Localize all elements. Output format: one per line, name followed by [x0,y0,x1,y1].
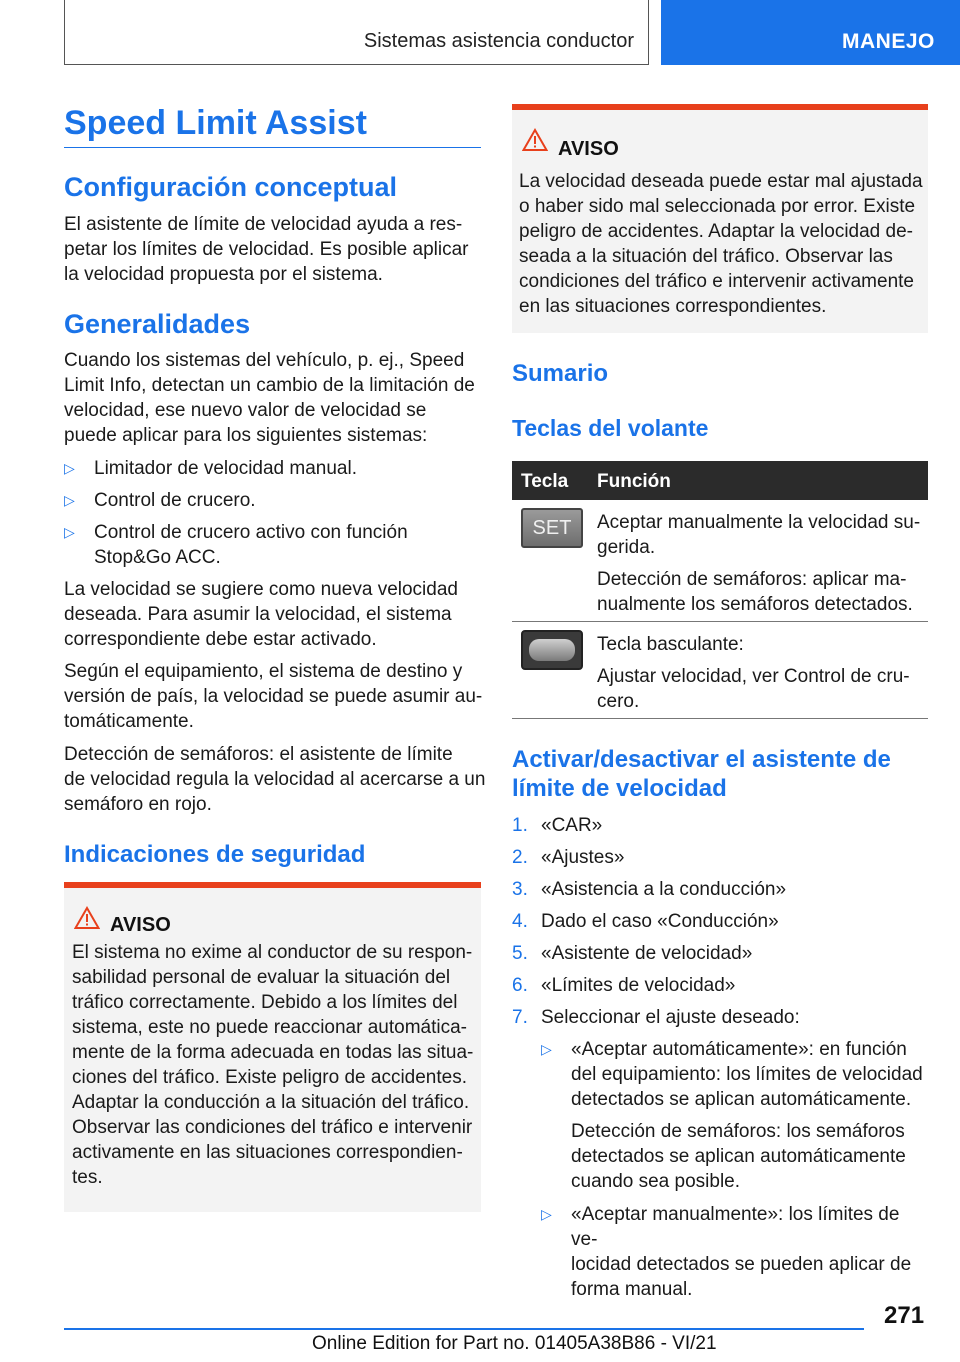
list-item: 2. «Ajustes» [512,847,625,868]
list-item: 1. «CAR» [512,815,603,836]
heading-summary: Sumario [512,360,609,387]
heading-steering-keys: Teclas del volante [512,415,709,441]
title-rule [64,147,481,148]
paragraph-traffic-lights: Detección de semáforos: el asistente de límite de velocidad regula la velocidad al acercarse a un semáforo en rojo. [64,744,486,815]
paragraph-equipment: Según el equipamiento, el sistema de destino y versión de país, la velocidad se puede asumir au- tomáticamente. [64,661,483,732]
table-row: Aceptar manualmente la velocidad su- gerida. [597,512,921,558]
warning-box [512,104,928,333]
warning-text: La velocidad deseada puede estar mal ajustada o haber sido mal seleccionada por error. Existe peligro de accidentes. Adaptar la velocidad de- seada a la situación del tráfico. Observar las condiciones del tráfico e intervenir activamente en las situaciones correspondientes. [519,171,923,317]
header-chapter-title: MANEJO [842,30,935,53]
footer-edition: Online Edition for Part no. 01405A38B86 - VI/21 [312,1333,717,1354]
page-number: 271 [884,1302,925,1329]
triangle-bullet-icon: ▷ [541,1041,552,1057]
list-item: ▷ Limitador de velocidad manual. [64,458,357,479]
table-row: Tecla basculante: [597,634,744,655]
list-item: ▷ «Aceptar automáticamente»: en función del equipamiento: los límites de velocidad detectados se aplican automáticamente. [541,1039,923,1110]
list-item: 5. «Asistente de velocidad» [512,943,753,964]
concept-paragraph: El asistente de límite de velocidad ayuda a res- petar los límites de velocidad. Es posible aplicar la velocidad propuesta por el sistema. [64,214,469,285]
warning-title: AVISO [110,914,171,936]
set-key-icon: SET [521,508,583,548]
triangle-bullet-icon: ▷ [64,524,75,540]
warning-title: AVISO [558,138,619,160]
table-header [512,461,928,500]
sub-paragraph: Detección de semáforos: los semáforos detectados se aplican automáticamente cuando sea posible. [571,1121,906,1192]
list-item: ▷ Control de crucero activo con función Stop&Go ACC. [64,522,408,568]
rocker-switch-icon [521,630,583,670]
table-row-note: Detección de semáforos: aplicar ma- nualmente los semáforos detectados. [597,569,913,615]
list-item: ▷ «Aceptar manualmente»: los límites de ve- locidad detectados se pueden aplicar de forma manual. [541,1204,912,1300]
triangle-bullet-icon: ▷ [64,460,75,476]
header-section-title: Sistemas asistencia conductor [363,30,634,52]
list-item: 7. Seleccionar el ajuste deseado: [512,1007,800,1028]
paragraph-suggestion: La velocidad se sugiere como nueva velocidad deseada. Para asumir la velocidad, el sistema correspondiente debe estar activado. [64,579,458,650]
heading-general: Generalidades [64,309,251,339]
page-title: Speed Limit Assist [64,104,367,142]
table-row-divider [512,718,928,719]
col-header-key: Tecla [521,471,569,492]
general-paragraph: Cuando los sistemas del vehículo, p. ej., Speed Limit Info, detectan un cambio de la limitación de velocidad, ese nuevo valor de velocidad se puede aplicar para los siguientes sistemas: [64,350,475,446]
triangle-bullet-icon: ▷ [541,1206,552,1222]
heading-safety: Indicaciones de seguridad [64,841,366,868]
list-item: 4. Dado el caso «Conducción» [512,911,779,932]
table-row-note: Ajustar velocidad, ver Control de cru- cero. [597,666,910,712]
col-header-function: Función [597,471,671,492]
warning-text: El sistema no exime al conductor de su respon- sabilidad personal de evaluar la situación del tráfico correctamente. Debido a los límites del sistema, este no puede reaccionar automática- mente de la forma adecuada en todas las situa- ciones del tráfico. Existe peligro de accidentes. Adaptar la conducción a la situación del tráfico. Observar las condiciones del tráfico e intervenir activamente en las situaciones correspondien- tes. [72,942,474,1188]
list-item: 6. «Límites de velocidad» [512,975,736,996]
triangle-bullet-icon: ▷ [64,492,75,508]
footer-rule [64,1328,864,1330]
table-row-divider [512,621,928,622]
header-section-box [64,0,649,65]
warning-box [64,882,481,1212]
heading-activate: Activar/desactivar el asistente de límite de velocidad [512,746,891,802]
warning-triangle-icon [522,128,548,152]
heading-concept: Configuración conceptual [64,172,398,202]
list-item: ▷ Control de crucero. [64,490,256,511]
list-item: 3. «Asistencia a la conducción» [512,879,787,900]
warning-triangle-icon [74,906,100,930]
